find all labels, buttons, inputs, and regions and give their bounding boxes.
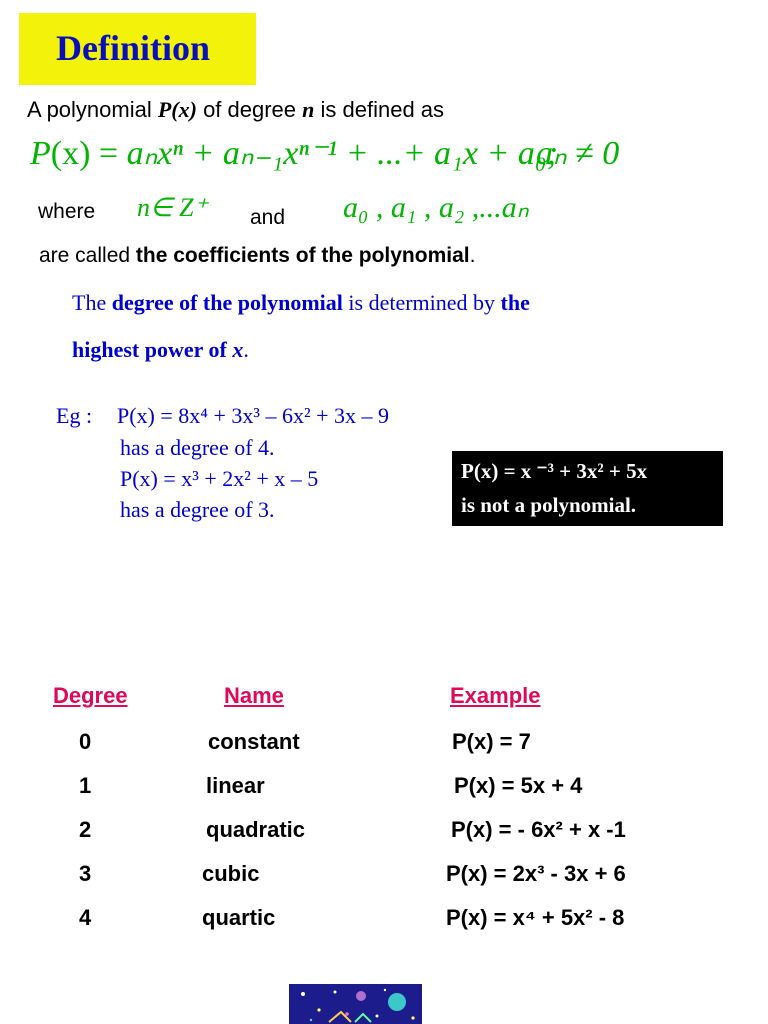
degree-note-mid: is determined by <box>342 290 501 315</box>
not-polynomial-caption: is not a polynomial. <box>461 493 637 517</box>
degree-note-line2-text: highest power of <box>72 337 233 362</box>
intro-mid: of degree <box>196 97 303 122</box>
example-2: P(x) = x³ + 2x² + x – 5 <box>120 466 319 491</box>
row-3-example: P(x) = 2x³ - 3x + 6 <box>446 861 626 886</box>
degree-note-bold1: degree of the polynomial <box>111 290 343 315</box>
formula-terms: aₙxⁿ + aₙ₋₁xⁿ⁻¹ + ...+ a₁x + a₀; <box>126 135 559 172</box>
example-1: P(x) = 8x⁴ + 3x³ – 6x² + 3x – 9 <box>117 403 389 428</box>
row-1-name: linear <box>206 773 265 798</box>
row-2-example: P(x) = - 6x² + x -1 <box>451 817 626 842</box>
row-4-name: quartic <box>202 905 276 930</box>
example-label: Eg : <box>56 403 93 428</box>
called-pre: are called <box>39 244 136 267</box>
degree-note-pre: The <box>72 290 112 315</box>
degree-note-end: . <box>243 337 249 362</box>
row-0-name: constant <box>208 729 300 754</box>
intro-pre: A polynomial <box>27 97 158 122</box>
called-post: . <box>469 244 476 267</box>
row-4-example: P(x) = x⁴ + 5x² - 8 <box>446 905 625 930</box>
degree-note-var: x <box>232 337 244 362</box>
intro-degree-var: n <box>302 97 315 122</box>
row-3-name: cubic <box>202 861 260 886</box>
column-header-example: Example <box>450 683 541 708</box>
row-1-example: P(x) = 5x + 4 <box>454 773 583 798</box>
row-3-degree: 3 <box>79 861 92 886</box>
column-header-name: Name <box>224 683 284 708</box>
where-label: where <box>38 200 96 223</box>
planet-icon <box>388 993 406 1011</box>
coefficient-list: a₀ , a₁ , a₂ ,...aₙ <box>343 191 529 224</box>
intro-post: is defined as <box>314 97 445 122</box>
intro-line <box>27 97 444 123</box>
degree-note-bold2: the <box>500 290 530 315</box>
not-polynomial-expression: P(x) = x ⁻³ + 3x² + 5x <box>461 459 648 483</box>
small-planet-icon <box>356 991 366 1001</box>
row-2-degree: 2 <box>79 817 92 842</box>
example-1-degree: has a degree of 4. <box>120 435 275 460</box>
row-1-degree: 1 <box>79 773 92 798</box>
intro-symbol: P(x) <box>157 97 197 122</box>
row-2-name: quadratic <box>206 817 306 842</box>
degree-note-line1 <box>72 290 530 316</box>
coefficients-sentence <box>39 244 475 268</box>
row-0-degree: 0 <box>79 729 92 754</box>
row-0-example: P(x) = 7 <box>452 729 531 754</box>
example-2-degree: has a degree of 3. <box>120 497 275 522</box>
degree-note-line2 <box>72 337 249 363</box>
n-domain: n∈ Z⁺ <box>137 193 208 222</box>
row-4-degree: 4 <box>79 905 92 930</box>
formula-lhs: P <box>30 135 51 172</box>
called-bold: the coefficients of the polynomial <box>135 244 470 267</box>
leading-coefficient-condition: aₙ ≠ 0 <box>536 135 620 172</box>
polynomial-formula <box>30 133 558 173</box>
space-clipart-image <box>289 984 422 1024</box>
space-clipart-graphic <box>289 984 422 1024</box>
page-title: Definition <box>56 28 211 68</box>
formula-eq: (x) = <box>50 135 127 172</box>
and-label: and <box>250 206 286 229</box>
column-header-degree: Degree <box>53 683 128 708</box>
